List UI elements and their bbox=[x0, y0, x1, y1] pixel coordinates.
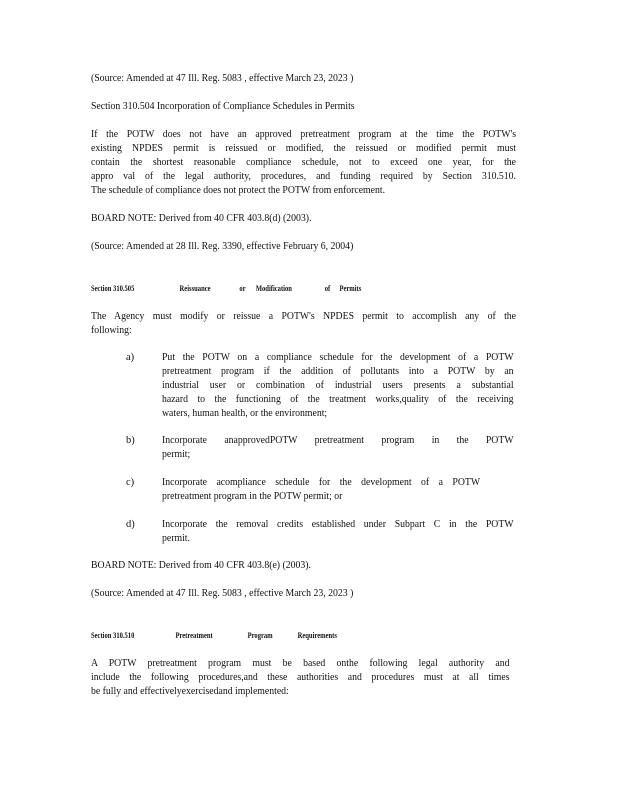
item-line: pretreatment program in the POTW permit; or bbox=[162, 491, 343, 502]
section-intro-paragraph bbox=[91, 310, 516, 338]
paragraph-line: appro val of the legal authority, procedures, and funding required by Section 310.510. bbox=[91, 171, 517, 182]
board-note: BOARD NOTE: Derived from 40 CFR 403.8(d) (2003). bbox=[91, 213, 312, 224]
item-line: Put the POTW on a compliance schedule for the development of a POTW bbox=[162, 352, 514, 363]
paragraph-line: following: bbox=[91, 325, 132, 336]
source-note: (Source: Amended at 28 Ill. Reg. 3390, effective February 6, 2004) bbox=[91, 241, 354, 252]
section-number: Section 310.510 bbox=[91, 631, 135, 640]
item-line: waters, human health, or the environment; bbox=[162, 408, 328, 419]
list-item-label: a) bbox=[126, 352, 135, 363]
section-body-paragraph bbox=[91, 128, 516, 198]
heading-word: of bbox=[324, 284, 331, 293]
source-note: (Source: Amended at 47 Ill. Reg. 5083 , effective March 23, 2023 ) bbox=[91, 73, 354, 84]
item-line: Incorporate the removal credits established under Subpart C in the POTW bbox=[162, 519, 514, 530]
item-line: industrial user or combination of industrial users presents a substantial bbox=[162, 380, 514, 391]
list-item-label: b) bbox=[126, 435, 135, 446]
list-item-label: d) bbox=[126, 519, 135, 530]
item-line: pretreatment program if the addition of pollutants into a POTW by an bbox=[162, 366, 514, 377]
paragraph-line: include the following procedures,and these authorities and procedures must at all times bbox=[91, 672, 510, 683]
paragraph-line: If the POTW does not have an approved pretreatment program at the time the POTW's bbox=[91, 129, 517, 140]
list-item-text bbox=[162, 476, 480, 504]
paragraph-line: The Agency must modify or reissue a POTW's NPDES permit to accomplish any of the bbox=[91, 311, 517, 322]
paragraph-line: be fully and effectivelyexercisedand implemented: bbox=[91, 686, 289, 697]
heading-word: Requirements bbox=[297, 631, 337, 640]
item-line: hazard to the functioning of the treatment works,quality of the receiving bbox=[162, 394, 514, 405]
item-line: permit; bbox=[162, 449, 191, 460]
item-line: Incorporate acompliance schedule for the development of a POTW bbox=[162, 477, 481, 488]
paragraph-line: contain the shortest reasonable compliance schedule, not to exceed one year, for the bbox=[91, 157, 517, 168]
heading-word: Program bbox=[247, 631, 273, 640]
source-note: (Source: Amended at 47 Ill. Reg. 5083 , effective March 23, 2023 ) bbox=[91, 588, 354, 599]
heading-word: Reissuance bbox=[179, 284, 211, 293]
heading-word: Modification bbox=[255, 284, 292, 293]
paragraph-line: A POTW pretreatment program must be based onthe following legal authority and bbox=[91, 658, 510, 669]
list-item-label: c) bbox=[126, 477, 135, 488]
section-heading: Section 310.504 Incorporation of Compliance Schedules in Permits bbox=[91, 101, 355, 112]
section-body-paragraph bbox=[91, 657, 510, 699]
item-line: permit. bbox=[162, 533, 190, 544]
item-line: Incorporate anapprovedPOTW pretreatment program in the POTW bbox=[162, 435, 514, 446]
list-item-text bbox=[162, 434, 514, 462]
heading-word: Pretreatment bbox=[175, 631, 213, 640]
section-heading-small bbox=[91, 630, 337, 642]
list-item-text bbox=[162, 351, 514, 421]
section-number: Section 310.505 bbox=[91, 284, 135, 293]
board-note: BOARD NOTE: Derived from 40 CFR 403.8(e) (2003). bbox=[91, 560, 311, 571]
section-heading-small bbox=[91, 283, 361, 295]
paragraph-line: existing NPDES permit is reissued or modified, the reissued or modified permit must bbox=[91, 143, 517, 154]
list-item-text bbox=[162, 518, 514, 546]
heading-word: or bbox=[239, 284, 246, 293]
heading-word: Permits bbox=[339, 284, 362, 293]
paragraph-line: The schedule of compliance does not protect the POTW from enforcement. bbox=[91, 185, 386, 196]
